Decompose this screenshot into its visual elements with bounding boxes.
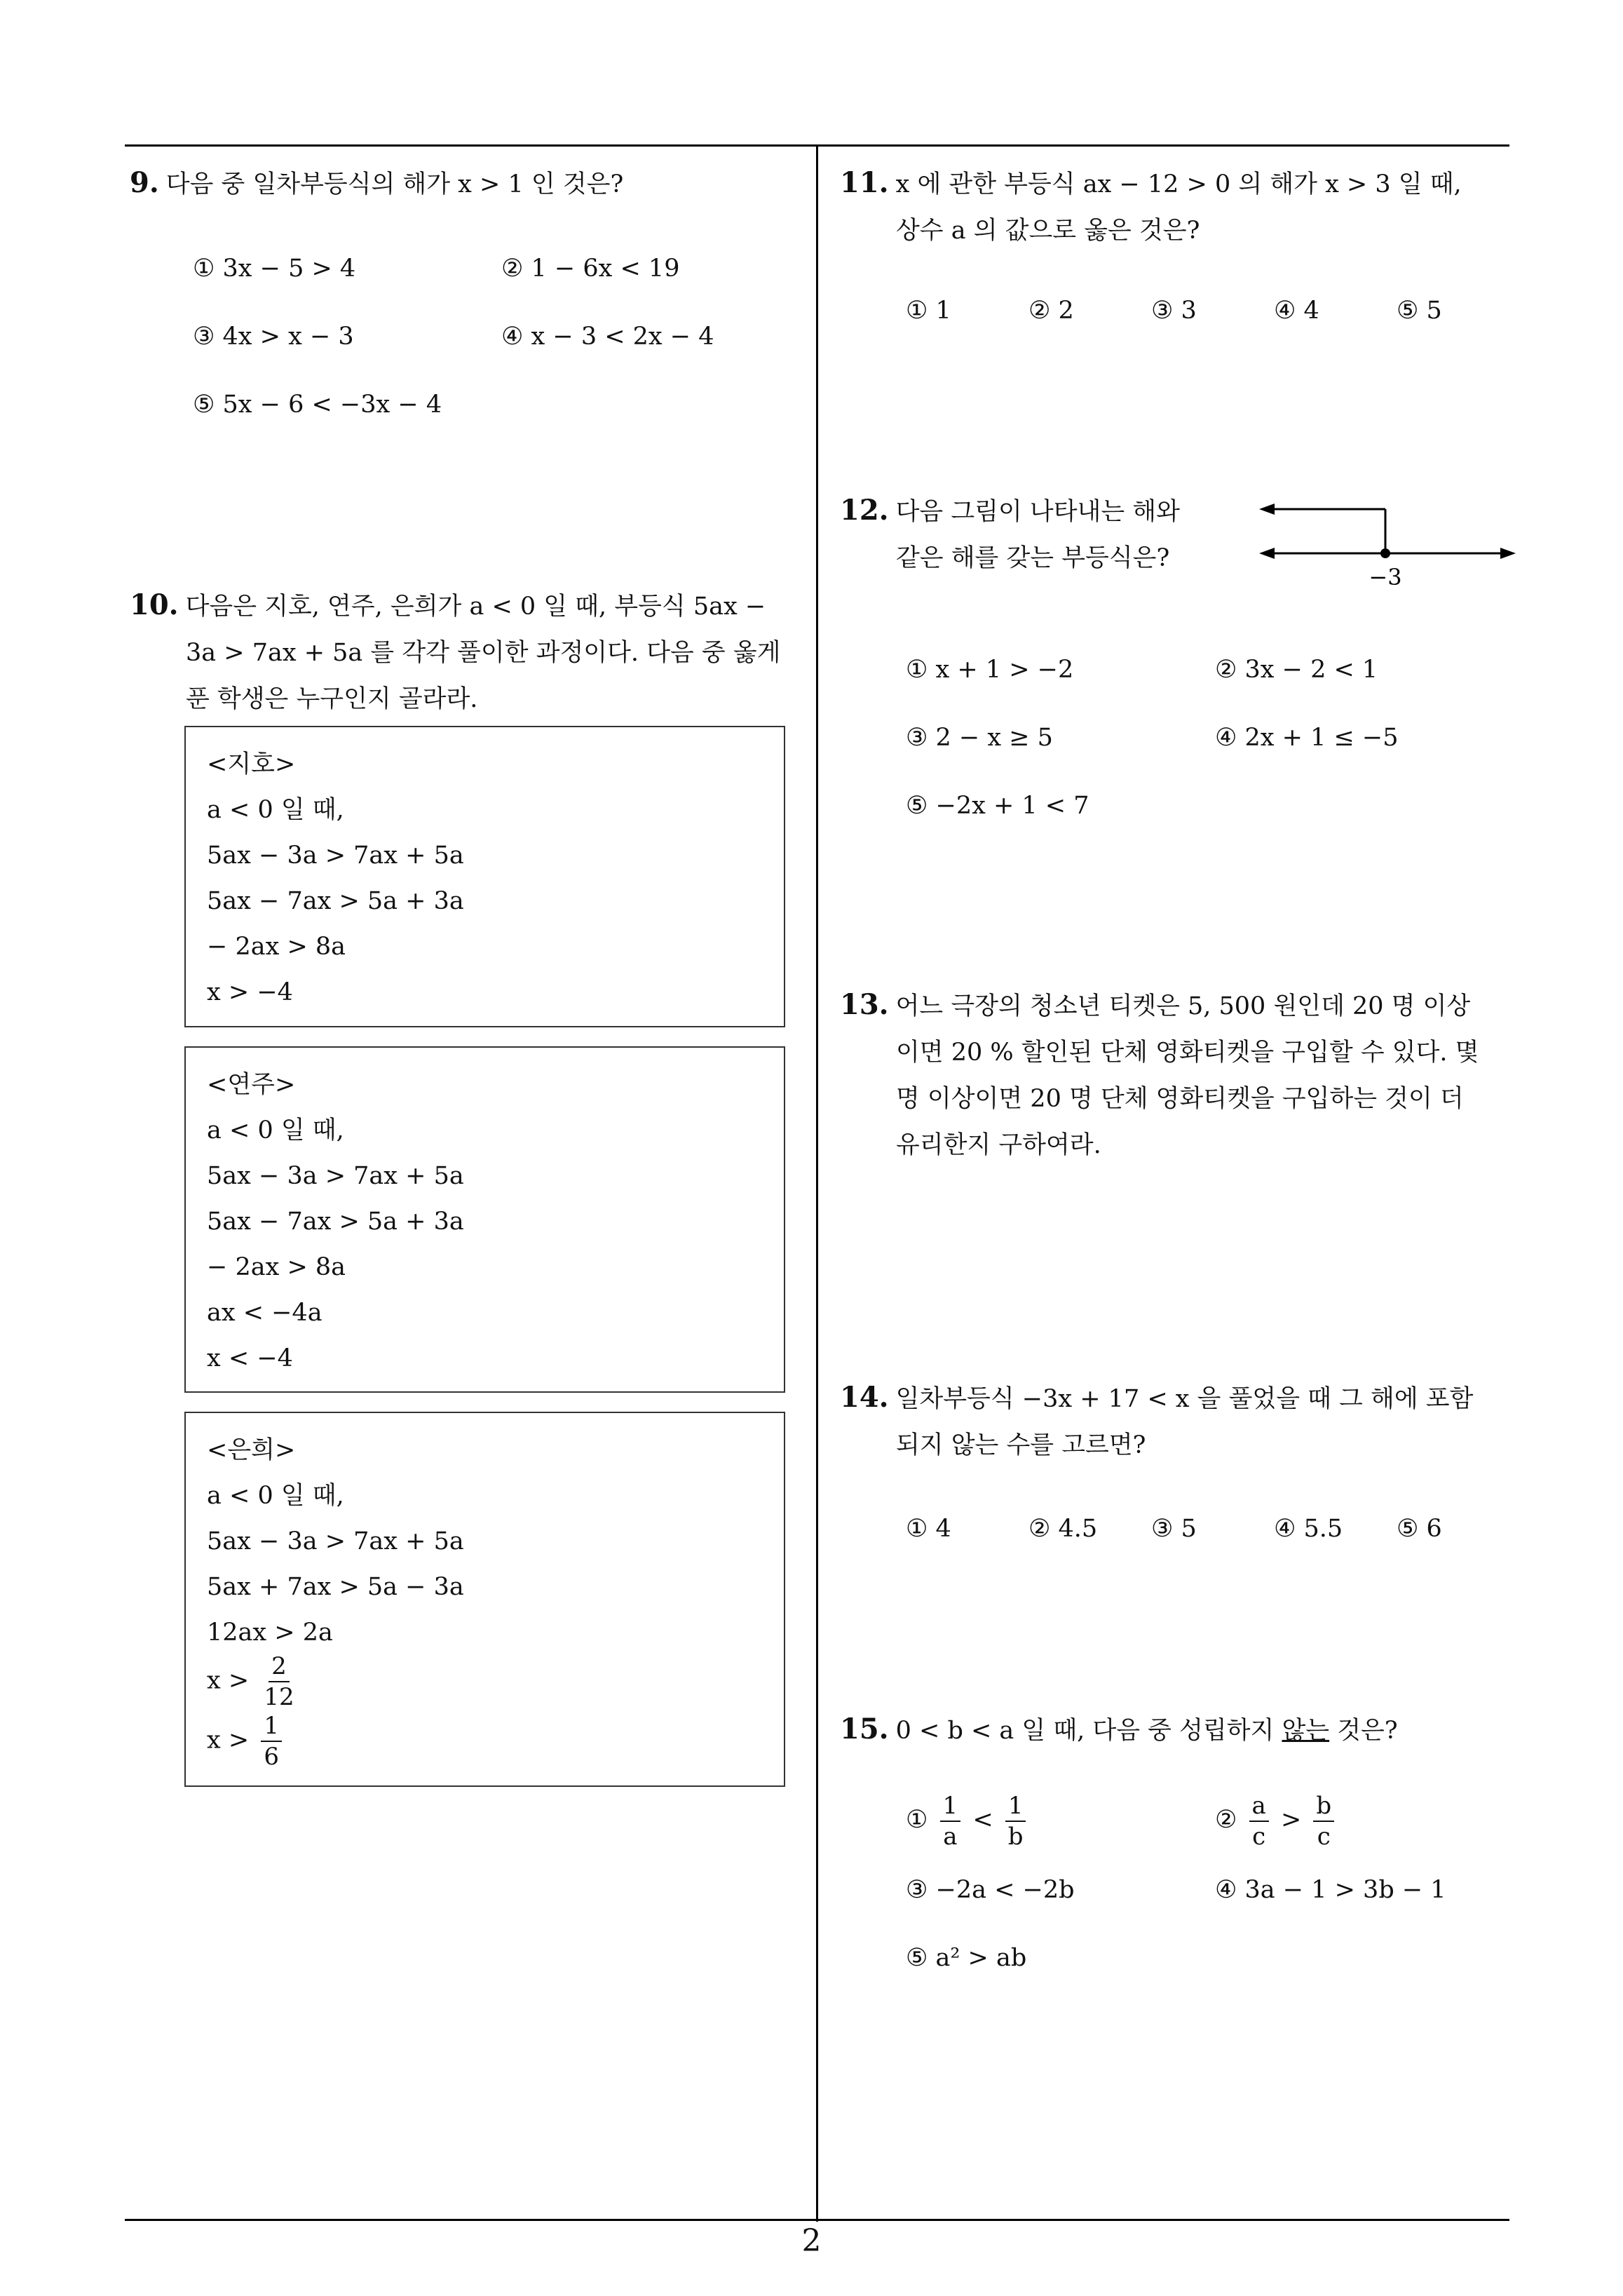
box-line-fraction [207,1711,286,1771]
q12-option-5[interactable]: ⑤ −2x + 1 < 7 [906,792,1089,820]
q11-option-3[interactable]: ③ 3 [1151,297,1197,325]
denominator: c [1252,1822,1266,1851]
denominator: a [943,1822,958,1851]
q12-option-1[interactable]: ① x + 1 > −2 [906,656,1074,684]
question-number: 11. [840,166,889,199]
solution-box-eunhui [184,1412,785,1787]
question-number: 14. [840,1381,889,1414]
fraction [1249,1791,1269,1851]
fraction [261,1711,282,1771]
denominator: 6 [264,1743,279,1771]
q11-option-1[interactable]: ① 1 [906,297,951,325]
box-line: a < 0 일 때, [207,1116,344,1144]
question-text-line: 되지 않는 수를 고르면? [896,1431,1146,1459]
numerator: 2 [269,1652,290,1682]
numerator: 1 [261,1711,282,1742]
q9-option-2[interactable]: ② 1 − 6x < 19 [501,255,680,283]
q14-option-3[interactable]: ③ 5 [1151,1515,1197,1543]
question-number: 13. [840,988,889,1021]
arrow-left-icon [1259,548,1275,559]
q11-option-2[interactable]: ② 2 [1028,297,1074,325]
numerator: a [1249,1791,1269,1822]
question-text-line: 일차부등식 −3x + 17 < x 을 풀었을 때 그 해에 포함 [895,1385,1474,1413]
arrow-right-icon [1500,548,1516,559]
question-number: 15. [840,1713,889,1745]
q12-option-3[interactable]: ③ 2 − x ≥ 5 [906,724,1053,752]
box-line: 12ax > 2a [207,1619,333,1647]
question-text-line: 다음 그림이 나타내는 해와 [895,498,1180,526]
q11-option-4[interactable]: ④ 4 [1274,297,1319,325]
q12-option-2[interactable]: ② 3x − 2 < 1 [1215,656,1378,684]
question-text-line: 3a > 7ax + 5a 를 각각 풀이한 과정이다. 다음 중 옳게 [186,639,781,667]
page-number: 2 [801,2223,822,2259]
question-text-line: 이면 20 % 할인된 단체 영화티켓을 구입할 수 있다. 몇 [896,1039,1479,1067]
question-text-line: 다음은 지호, 연주, 은희가 a < 0 일 때, 부등식 5ax − [185,593,766,621]
tick-label: −3 [1369,564,1402,590]
q9-option-3[interactable]: ③ 4x > x − 3 [193,323,354,351]
question-text: 0 < b < a 일 때, 다음 중 성립하지 [895,1717,1282,1745]
box-line: <지호> [207,750,296,778]
solution-box-yeonju [184,1046,785,1393]
question-text-line: 상수 a 의 값으로 옳은 것은? [896,217,1200,245]
box-line: 5ax − 3a > 7ax + 5a [207,1162,464,1190]
question-14 [840,1375,1513,1468]
q14-option-2[interactable]: ② 4.5 [1028,1515,1098,1543]
box-line: 5ax − 3a > 7ax + 5a [207,842,464,870]
q9-option-1[interactable]: ① 3x − 5 > 4 [193,255,356,283]
number-line-figure [1255,491,1521,596]
q15-option-1[interactable] [906,1788,1031,1851]
arrow-left-icon [1259,504,1275,515]
question-number: 9. [130,166,159,199]
q12-option-4[interactable]: ④ 2x + 1 ≤ −5 [1215,724,1399,752]
box-line: <은희> [207,1436,296,1464]
question-9 [130,160,623,208]
option-mark: ② [1215,1806,1237,1834]
q15-option-5[interactable]: ⑤ a² > ab [906,1944,1027,1972]
box-line: <연주> [207,1071,296,1099]
solution-box-jiho [184,726,785,1027]
box-line: 5ax − 7ax > 5a + 3a [207,1208,464,1236]
q9-option-5[interactable]: ⑤ 5x − 6 < −3x − 4 [193,391,442,419]
numerator: 1 [940,1791,961,1822]
q15-option-3[interactable]: ③ −2a < −2b [906,1876,1075,1904]
box-line: x > −4 [207,978,293,1006]
q14-option-4[interactable]: ④ 5.5 [1274,1515,1343,1543]
box-line: ax < −4a [207,1299,322,1327]
question-15 [840,1706,1513,1754]
question-number: 10. [130,588,179,621]
box-line: − 2ax > 8a [207,933,346,961]
question-11 [840,160,1513,254]
q14-option-1[interactable]: ① 4 [906,1515,951,1543]
q15-option-2[interactable] [1215,1788,1338,1851]
numerator: b [1313,1791,1334,1822]
fraction [261,1652,297,1712]
question-text-line: x 에 관한 부등식 ax − 12 > 0 의 해가 x > 3 일 때, [895,170,1462,198]
q11-option-5[interactable]: ⑤ 5 [1397,297,1442,325]
box-line: 5ax + 7ax > 5a − 3a [207,1573,464,1601]
denominator: c [1317,1822,1331,1851]
question-text-line: 어느 극장의 청소년 티켓은 5, 500 원인데 20 명 이상 [895,992,1471,1020]
question-text-line: 푼 학생은 누구인지 골라라. [186,685,478,713]
box-line: x < −4 [207,1344,293,1372]
operator: < [972,1806,993,1834]
question-10 [130,582,803,722]
denominator: 12 [264,1683,294,1711]
column-divider [816,144,818,2222]
fraction-lhs: x > [207,1726,250,1755]
q14-option-5[interactable]: ⑤ 6 [1397,1515,1442,1543]
fraction [1313,1791,1334,1851]
q9-option-4[interactable]: ④ x − 3 < 2x − 4 [501,323,714,351]
operator: > [1280,1806,1302,1834]
box-line: a < 0 일 때, [207,1482,344,1510]
option-mark: ① [906,1806,928,1834]
question-text-line: 명 이상이면 20 명 단체 영화티켓을 구입하는 것이 더 [896,1085,1464,1113]
box-line: − 2ax > 8a [207,1253,346,1281]
question-13 [840,982,1513,1168]
box-line: a < 0 일 때, [207,796,344,824]
question-text-line: 같은 해를 갖는 부등식은? [896,544,1170,572]
fraction [1005,1791,1026,1851]
closed-point-icon [1380,548,1390,558]
question-text-line: 유리한지 구하여라. [896,1131,1101,1159]
question-text-emphasis: 않는 [1282,1717,1330,1745]
box-line: 5ax − 3a > 7ax + 5a [207,1527,464,1555]
question-number: 12. [840,494,889,527]
fraction [940,1791,961,1851]
question-text: 다음 중 일차부등식의 해가 x > 1 인 것은? [165,170,624,198]
denominator: b [1007,1822,1024,1851]
numerator: 1 [1005,1791,1026,1822]
q15-option-4[interactable]: ④ 3a − 1 > 3b − 1 [1215,1876,1446,1904]
question-text: 것은? [1329,1717,1398,1745]
box-line: 5ax − 7ax > 5a + 3a [207,887,464,915]
box-line-fraction [207,1652,301,1712]
fraction-lhs: x > [207,1666,250,1695]
bottom-rule [125,2219,1509,2221]
question-12 [840,487,1275,581]
